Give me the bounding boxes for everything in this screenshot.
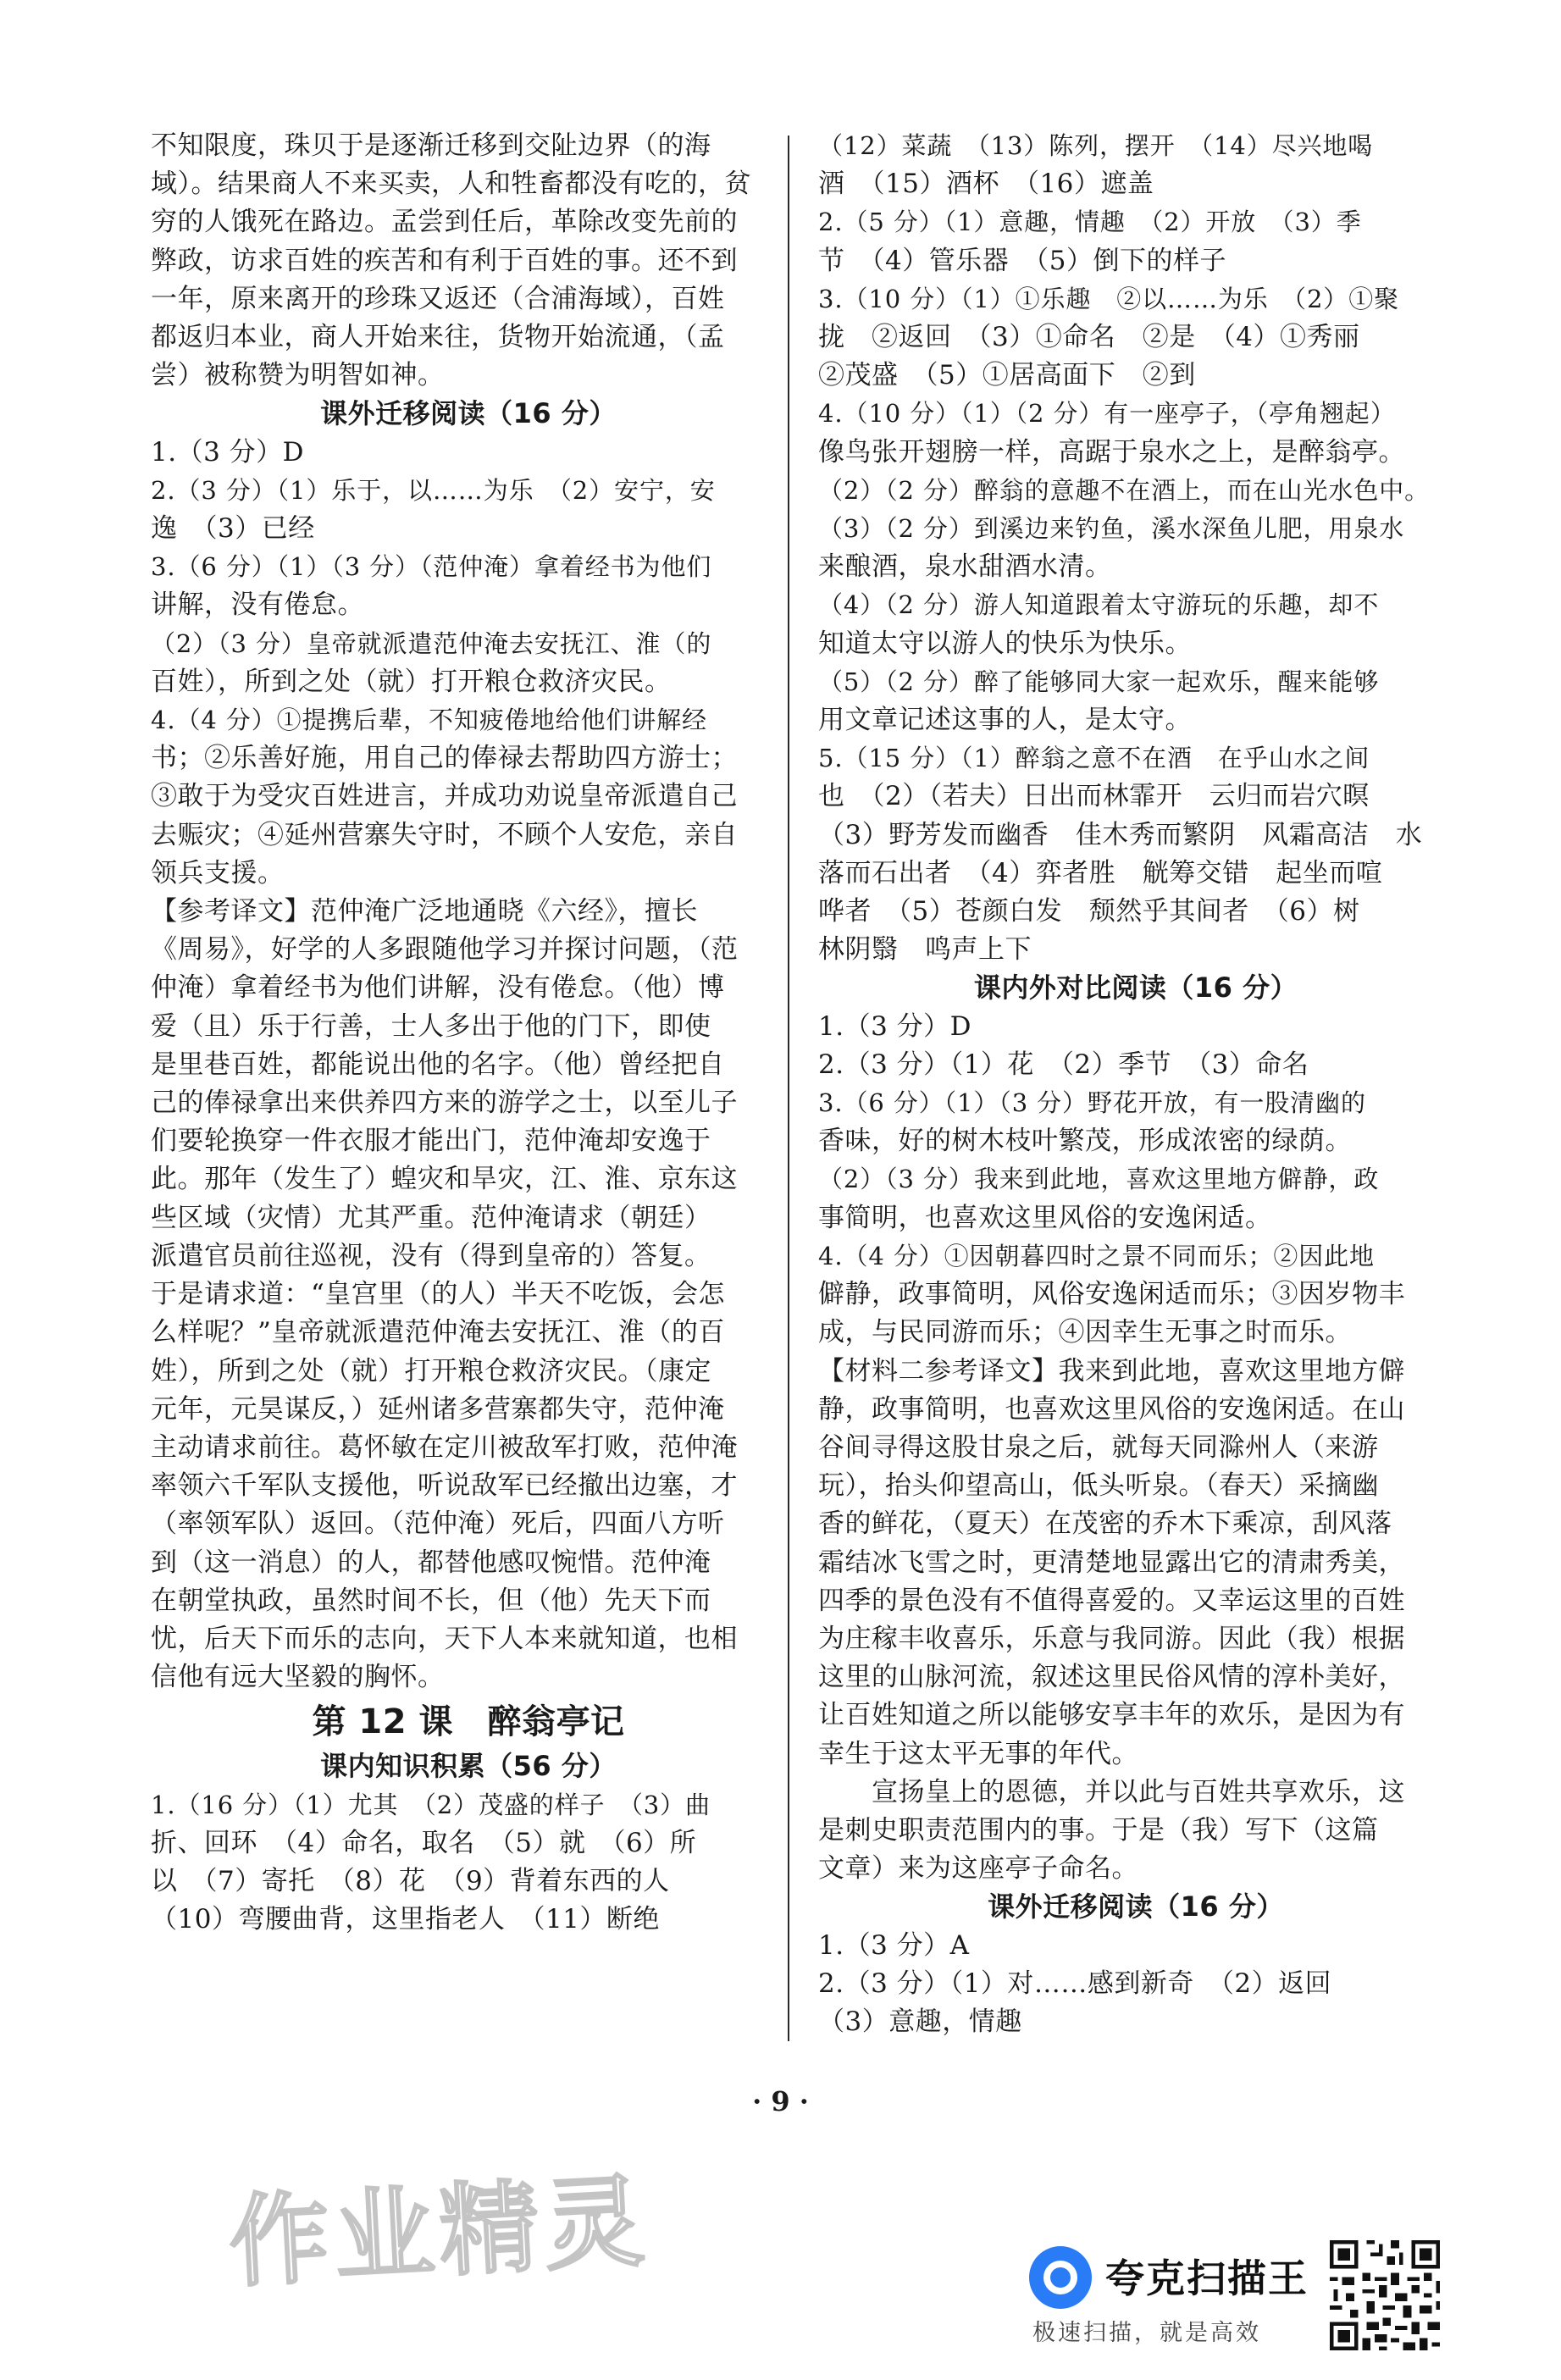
- text-line: 域）。结果商人不来买卖，人和牲畜都没有吃的，贫: [151, 169, 751, 200]
- text-line: 玩），抬头仰望高山，低头听泉。（春天）采摘幽: [818, 1470, 1379, 1502]
- text-line: 事简明，也喜欢这里风俗的安逸闲适。: [818, 1202, 1272, 1233]
- text-line: ②茂盛 （5）①居高面下 ②到: [818, 360, 1196, 391]
- text-line: 4.（4 分）①提携后辈，不知疲倦地给他们讲解经: [151, 706, 707, 735]
- text-line: 去赈灾；④延州营寨失守时，不顾个人安危，亲自: [151, 819, 738, 850]
- text-line: 么样呢？”皇帝就派遣范仲淹去安抚江、淮（的百: [151, 1317, 725, 1348]
- text-line: 在朝堂执政，虽然时间不长，但（他）先天下而: [151, 1585, 711, 1616]
- text-line: ③敢于为受灾百姓进言，并成功劝说皇帝派遣自己: [151, 781, 738, 812]
- text-line: 知道太守以游人的快乐为快乐。: [818, 628, 1192, 659]
- text-line: 让百姓知道之所以能够安享丰年的欢乐，是因为有: [818, 1700, 1405, 1731]
- text-line: 3.（10 分）（1）①乐趣 ②以……为乐 （2）①聚: [818, 284, 1399, 313]
- text-line: 弊政，访求百姓的疾苦和有利于百姓的事。还不到: [151, 245, 738, 276]
- brand-name: 夸克扫描王: [1105, 2255, 1309, 2301]
- text-line: 5.（15 分）（1）醉翁之意不在酒 在乎山水之间: [818, 744, 1370, 773]
- watermark-stamp: 作业精灵: [226, 2162, 652, 2301]
- text-line: 1.（3 分）D: [151, 436, 305, 468]
- text-line: （率领军队）返回。（范仲淹）死后，四面八方听: [151, 1508, 725, 1540]
- text-line: 书；②乐善好施，用自己的俸禄去帮助四方游士；: [151, 743, 738, 774]
- page-number: · 9 ·: [752, 2085, 809, 2117]
- lesson-title: 第 12 课 醉翁亭记: [312, 1702, 625, 1742]
- text-line: （3）意趣，情趣: [818, 2006, 1022, 2037]
- section-heading: 课内外对比阅读（16 分）: [973, 971, 1298, 1005]
- text-line: 逸 （3）已经: [151, 513, 315, 545]
- brand-slogan: 极速扫描，就是高效: [1032, 2320, 1261, 2346]
- text-line: 这里的山脉河流，叙述这里民俗风情的淳朴美好，: [818, 1662, 1405, 1693]
- scanner-brand: [1029, 2236, 1317, 2346]
- text-line: （4）（2 分）游人知道跟着太守游玩的乐趣，却不: [818, 590, 1380, 620]
- text-line: 于是请求道：“皇宫里（的人）半天不吃饭，会怎: [151, 1279, 725, 1310]
- text-line: 《周易》，好学的人多跟随他学习并探讨问题，（范: [151, 934, 739, 966]
- text-line: 谷间寻得这股甘泉之后，就每天同滁州人（来游: [818, 1431, 1379, 1463]
- text-line: 【材料二参考译文】我来到此地，喜欢这里地方僻: [818, 1355, 1405, 1386]
- text-line: 为庄稼丰收喜乐，乐意与我同游。因此（我）根据: [818, 1623, 1405, 1654]
- text-line: 拢 ②返回 （3）①命名 ②是 （4）①秀丽: [818, 322, 1360, 353]
- text-line: 3.（6 分）（1）（3 分）（范仲淹）拿着经书为他们: [151, 552, 712, 582]
- text-line: 己的俸禄拿出来供养四方来的游学之士，以至儿子: [151, 1088, 738, 1119]
- text-line: 率领六千军队支援他，听说敌军已经撤出边塞，才: [151, 1470, 738, 1502]
- text-line: 文章）来为这座亭子命名。: [818, 1853, 1138, 1885]
- text-line: 尝）被称赞为明智如神。: [151, 360, 445, 391]
- text-line: 都返归本业，商人开始来往，货物开始流通，（孟: [151, 322, 725, 353]
- text-line: 此。那年（发生了）蝗灾和旱灾，江、淮、京东这: [151, 1164, 738, 1195]
- text-line: 是刺史职责范围内的事。于是（我）写下（这篇: [818, 1814, 1379, 1846]
- text-line: 林阴翳 鸣声上下: [818, 934, 1032, 966]
- text-line: 静，政事简明，也喜欢这里风俗的安逸闲适。在山: [818, 1393, 1405, 1425]
- text-line: 领兵支援。: [151, 857, 285, 888]
- text-line: （3）野芳发而幽香 佳木秀而繁阴 风霜高洁 水: [818, 819, 1423, 850]
- text-line: 来酿酒，泉水甜酒水清。: [818, 551, 1112, 583]
- text-line: 爱（且）乐于行善，士人多出于他的门下，即使: [151, 1010, 711, 1042]
- text-line: （10）弯腰曲背，这里指老人 （11）断绝: [151, 1904, 660, 1935]
- text-line: 幸生于这太平无事的年代。: [818, 1738, 1138, 1769]
- text-line: 节 （4）管乐器 （5）倒下的样子: [818, 245, 1226, 276]
- column-divider: [788, 136, 789, 2041]
- text-line: 忧，后天下而乐的志向，天下人本来就知道，也相: [151, 1623, 738, 1654]
- text-line: 折、回环 （4）命名，取名 （5）就 （6）所: [151, 1827, 697, 1858]
- text-line: 不知限度，珠贝于是逐渐迁移到交阯边界（的海: [151, 130, 711, 161]
- text-line: 是里巷百姓，都能说出他的名字。（他）曾经把自: [151, 1049, 725, 1080]
- text-line: 2.（3 分）（1）乐于，以……为乐 （2）安宁，安: [151, 475, 716, 505]
- text-line: 落而石出者 （4）弈者胜 觥筹交错 起坐而喧: [818, 857, 1383, 888]
- text-line: 2.（3 分）（1）对……感到新奇 （2）返回: [818, 1968, 1332, 1999]
- text-line: （3）（2 分）到溪边来钓鱼，溪水深鱼儿肥，用泉水: [818, 514, 1405, 544]
- left-column: [151, 127, 786, 1939]
- text-line: 元年，元昊谋反，）延州诸多营寨都失守，范仲淹: [151, 1393, 725, 1425]
- text-line: 像鸟张开翅膀一样，高踞于泉水之上，是醉翁亭。: [818, 436, 1405, 468]
- text-line: 讲解，没有倦怠。: [151, 589, 364, 621]
- text-line: （12）菜蔬 （13）陈列，摆开 （14）尽兴地喝: [818, 131, 1374, 160]
- text-line: 一年，原来离开的珍珠又返还（合浦海域），百姓: [151, 283, 725, 314]
- text-line: 1.（3 分）D: [818, 1010, 972, 1042]
- text-line: 派遣官员前往巡视，没有（得到皇帝的）答复。: [151, 1240, 711, 1271]
- text-line: 1.（16 分）（1）尤其 （2）茂盛的样子 （3）曲: [151, 1790, 711, 1819]
- text-line: 【参考译文】范仲淹广泛地通晓《六经》，擅长: [151, 896, 698, 927]
- text-line: 霜结冰飞雪之时，更清楚地显露出它的清肃秀美，: [818, 1547, 1405, 1578]
- text-line: 香的鲜花，（夏天）在茂密的乔木下乘凉，刮风落: [818, 1508, 1392, 1540]
- text-line: 酒 （15）酒杯 （16）遮盖: [818, 169, 1154, 200]
- text-line: （2）（3 分）我来到此地，喜欢这里地方僻静，政: [818, 1165, 1380, 1194]
- text-line: 姓），所到之处（就）打开粮仓救济灾民。（康定: [151, 1355, 711, 1386]
- text-line: （2）（3 分）皇帝就派遣范仲淹去安抚江、淮（的: [151, 628, 712, 658]
- text-line: 到（这一消息）的人，都替他感叹惋惜。范仲淹: [151, 1547, 711, 1578]
- text-line: 哗者 （5）苍颜白发 颓然乎其间者 （6）树: [818, 896, 1360, 927]
- text-line: 香味，好的树木枝叶繁茂，形成浓密的绿荫。: [818, 1126, 1352, 1157]
- text-line: 2.（3 分）（1）花 （2）季节 （3）命名: [818, 1049, 1309, 1080]
- text-line: 四季的景色没有不值得喜爱的。又幸运这里的百姓: [818, 1585, 1405, 1616]
- text-line: 僻静，政事简明，风俗安逸闲适而乐；③因岁物丰: [818, 1279, 1405, 1310]
- section-heading: 课外迁移阅读（16 分）: [988, 1890, 1284, 1923]
- text-line: 仲淹）拿着经书为他们讲解，没有倦怠。（他）博: [151, 972, 725, 1004]
- qr-code-icon: [1326, 2236, 1444, 2355]
- text-line: 1.（3 分）A: [818, 1929, 970, 1961]
- text-line: 们要轮换穿一件衣服才能出门，范仲淹却安逸于: [151, 1126, 711, 1157]
- text-line: 些区域（灾情）尤其严重。范仲淹请求（朝廷）: [151, 1202, 711, 1233]
- text-line: 以 （7）寄托 （8）花 （9）背着东西的人: [151, 1865, 670, 1896]
- text-line: 也 （2）（若夫）日出而林霏开 云归而岩穴暝: [818, 781, 1370, 812]
- text-line: 百姓），所到之处（就）打开粮仓救济灾民。: [151, 666, 672, 697]
- text-line: 2.（5 分）（1）意趣，情趣 （2）开放 （3）季: [818, 208, 1362, 237]
- text-line: 4.（10 分）（1）（2 分）有一座亭子，（亭角翘起）: [818, 399, 1396, 429]
- text-line: （5）（2 分）醉了能够同大家一起欢乐，醒来能够: [818, 667, 1380, 696]
- scanner-logo-icon: [1029, 2246, 1092, 2309]
- right-column: [818, 127, 1453, 2041]
- text-line: 穷的人饿死在路边。孟尝到任后，革除改变先前的: [151, 207, 738, 238]
- text-line: 成，与民同游而乐；④因幸生无事之时而乐。: [818, 1317, 1352, 1348]
- text-line: （2）（2 分）醉翁的意趣不在酒上，而在山光水色中。: [818, 475, 1431, 505]
- text-line: 4.（4 分）①因朝暮四时之景不同而乐；②因此地: [818, 1241, 1375, 1270]
- section-heading: 课外迁移阅读（16 分）: [320, 397, 617, 430]
- text-line: 用文章记述这事的人，是太守。: [818, 705, 1192, 736]
- text-line: 主动请求前往。葛怀敏在定川被敌军打败，范仲淹: [151, 1431, 738, 1463]
- text-line: 信他有远大坚毅的胸怀。: [151, 1662, 445, 1693]
- text-line: 3.（6 分）（1）（3 分）野花开放，有一股清幽的: [818, 1088, 1366, 1118]
- text-line: 宣扬皇上的恩德，并以此与百姓共享欢乐，这: [818, 1776, 1405, 1807]
- section-heading: 课内知识积累（56 分）: [320, 1750, 617, 1783]
